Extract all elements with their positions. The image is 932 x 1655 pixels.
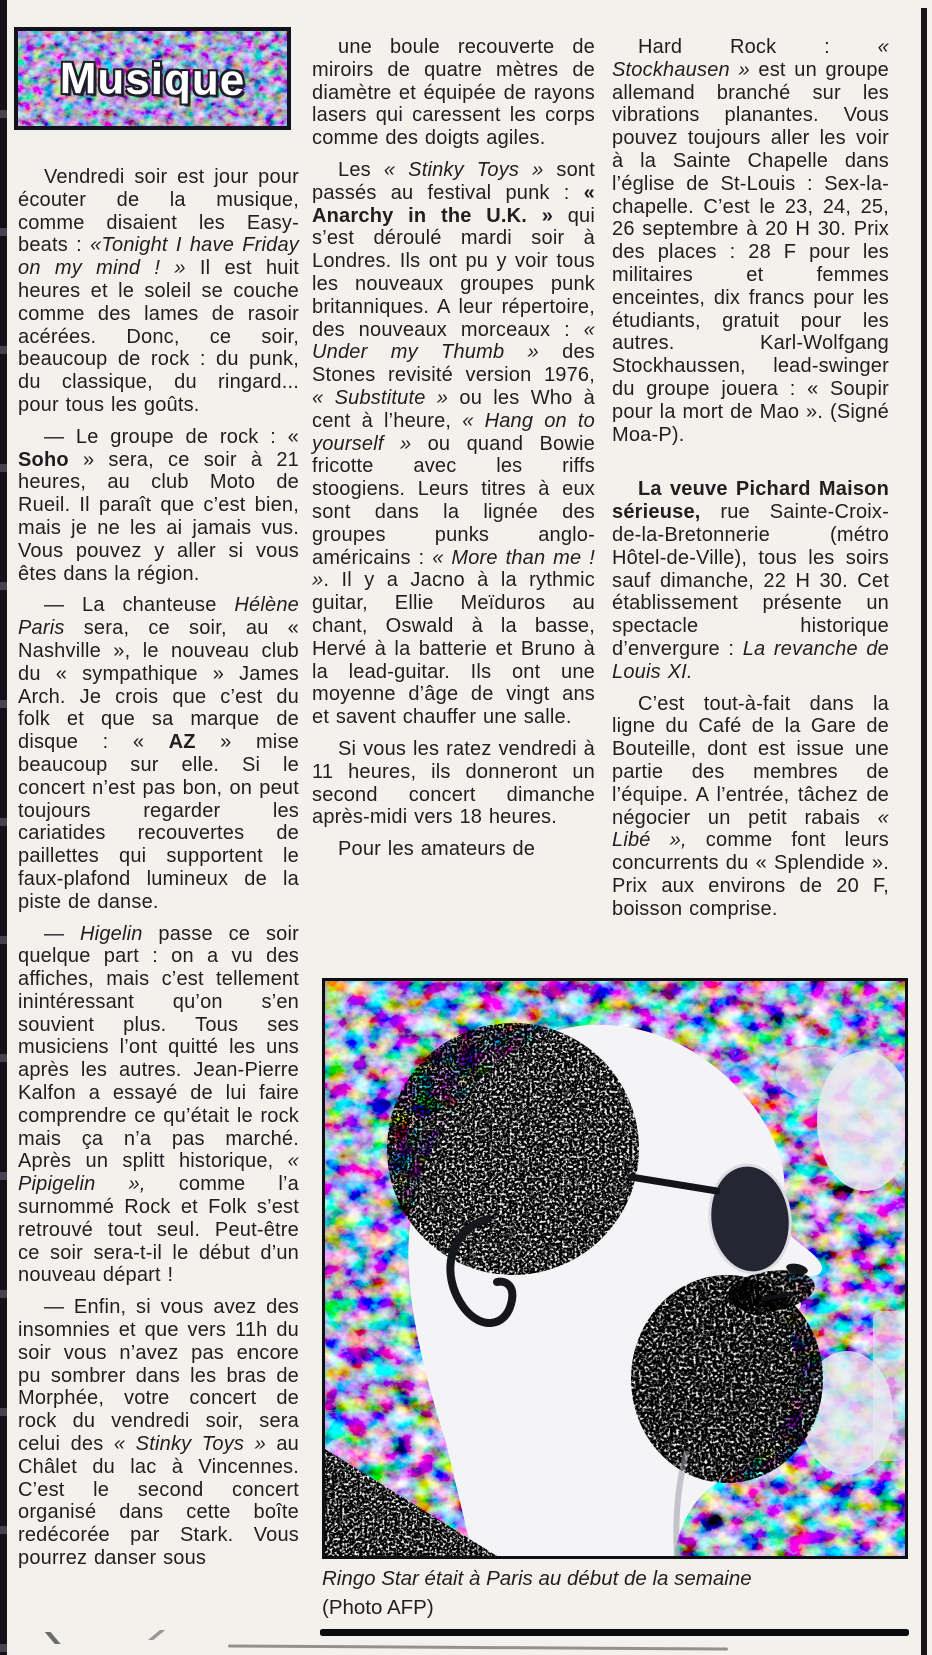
paragraph: Vendredi soir est jour pour écouter de la musique, comme disaient les Easy-beats : «Tonight I have Friday on my mind ! » Il est huit heures et le soleil se couche comme des lames de rasoir acérées. Donc, ce soir, beaucoup de rock : du punk, du classique, du ringard... pour tous les goûts. <box>18 166 299 416</box>
section-header <box>14 27 291 130</box>
paragraph: — La chanteuse Hélène Paris sera, ce soir, au « Nashville », le nouveau club du « sympathique » James Arch. Je crois que c’est du folk et que sa marque de disque : « AZ » mise beaucoup sur elle. Si le concert n’est pas bon, on peut toujours regarder les cariatides recouvertes de paillettes qui supportent le faux-plafond lumineux de la piste de danse. <box>18 594 299 913</box>
caption-text: Ringo Star était à Paris au début de la semaine <box>322 1567 752 1590</box>
column-middle <box>312 36 595 870</box>
paragraph: Hard Rock : « Stockhausen » est un groupe allemand branché sur les vibrations planantes. Vous pouvez toujours aller les voir à la Sainte Chapelle dans l’église de St-Louis : Sex-la-chapelle. C’est le 23, 24, 25, 26 septembre à 20 H 30. Prix des places : 28 F pour les militaires et femmes enceintes, dix francs pour les étudiants, gratuit pour les autres. Karl-Wolfgang Stockhaussen, lead-swinger du groupe jouera : « Soupir pour la mort de Mao ». (Signé Moa-P). <box>612 36 890 446</box>
scan-artifact <box>148 1630 166 1640</box>
photo-ringo-starr <box>322 978 908 1559</box>
column-left <box>18 166 299 1579</box>
paragraph: — Le groupe de rock : « Soho » sera, ce soir à 21 heures, au club Moto de Rueil. Il paraît que c’est bien, mais je ne les ai jamais vus. Vous pouvez y aller si vous êtes dans la région. <box>18 425 299 585</box>
paragraph: Pour les amateurs de <box>338 838 536 861</box>
paragraph: — Higelin passe ce soir quelque part : on a vu des affiches, mais c’est tellement inintéressant qu’on s’en souvient plus. Tous ses musiciens l’ont quitté les uns après les autres. Jean-Pierre Kalfon a essayé de lui faire comprendre ce qu’était le rock mais ça n’a pas marché. Après un splitt historique, « Pipigelin », comme l’a surnommé Rock et Folk s’est retrouvé tout seul. Peut-être ce soir sera-t-il le début d’un nouveau départ ! <box>18 922 299 1287</box>
scan-artifact <box>42 1632 64 1644</box>
caption-credit: (Photo AFP) <box>322 1596 434 1619</box>
photo-caption <box>322 1564 914 1622</box>
paragraph: Si vous les ratez vendredi à 11 heures, ils donneront un second concert dimanche après-midi vers 18 heures. <box>312 737 595 829</box>
paragraph: La veuve Pichard Maison sérieuse, rue Sainte-Croix-de-la-Bretonnerie (métro Hôtel-de-Ville), tous les soirs sauf dimanche, 22 H 30. Cet établissement présente un spectacle historique d’envergure : La revanche de Louis XI. <box>612 478 889 683</box>
paragraph: Les « Stinky Toys » sont passés au festival punk : « Anarchy in the U.K. » qui s’est déroulé mardi soir à Londres. Ils ont pu y voir tous les nouveaux groupes punk britanniques. A leur répertoire, des nouveaux morceaux : « Under my Thumb » des Stones revisité version 1976, « Substitute » ou les Who à cent à l’heure, « Hang on to yourself » ou quand Bowie fricotte avec les riffs stoogiens. Leurs titres à eux sont dans la lignée des groupes punks anglo-américains : « More than me ! ». Il y a Jacno à la rythmic guitar, Ellie Meïduros au chant, Oswald à la basse, Hervé à la batterie et Bruno à la lead-guitar. Ils ont une moyenne d’âge de vingt ans et savent chauffer une salle. <box>312 158 596 729</box>
left-border-rule <box>0 0 7 1655</box>
paragraph: une boule recouverte de miroirs de quatre mètres de diamètre et équipée de rayons lasers qui caressent les corps comme des doigts agiles. <box>312 36 595 150</box>
photo-image <box>325 981 905 1556</box>
paragraph: C’est tout-à-fait dans la ligne du Café de la Gare de Bouteille, dont est issue une partie des membres de l’équipe. A l’entrée, tâchez de négocier un petit rabais « Libé », comme font leurs concurrents du « Splendide ». Prix aux environs de 20 F, boisson comprise. <box>612 692 889 920</box>
right-border-rule <box>921 8 927 1655</box>
section-title: Musique <box>59 53 246 105</box>
column-right <box>612 36 889 929</box>
paragraph: — Enfin, si vous avez des insomnies et que vers 11h du soir vous n’avez pas encore pu sombrer dans les bras de Morphée, votre concert de rock du vendredi soir, sera celui des « Stinky Toys » au Châlet du lac à Vincennes. C’est le second concert organisé dans cette boîte redécorée par Stark. Vous pourrez danser sous <box>18 1296 299 1570</box>
scan-artifact <box>228 1644 728 1650</box>
bottom-divider-rule <box>320 1629 909 1636</box>
